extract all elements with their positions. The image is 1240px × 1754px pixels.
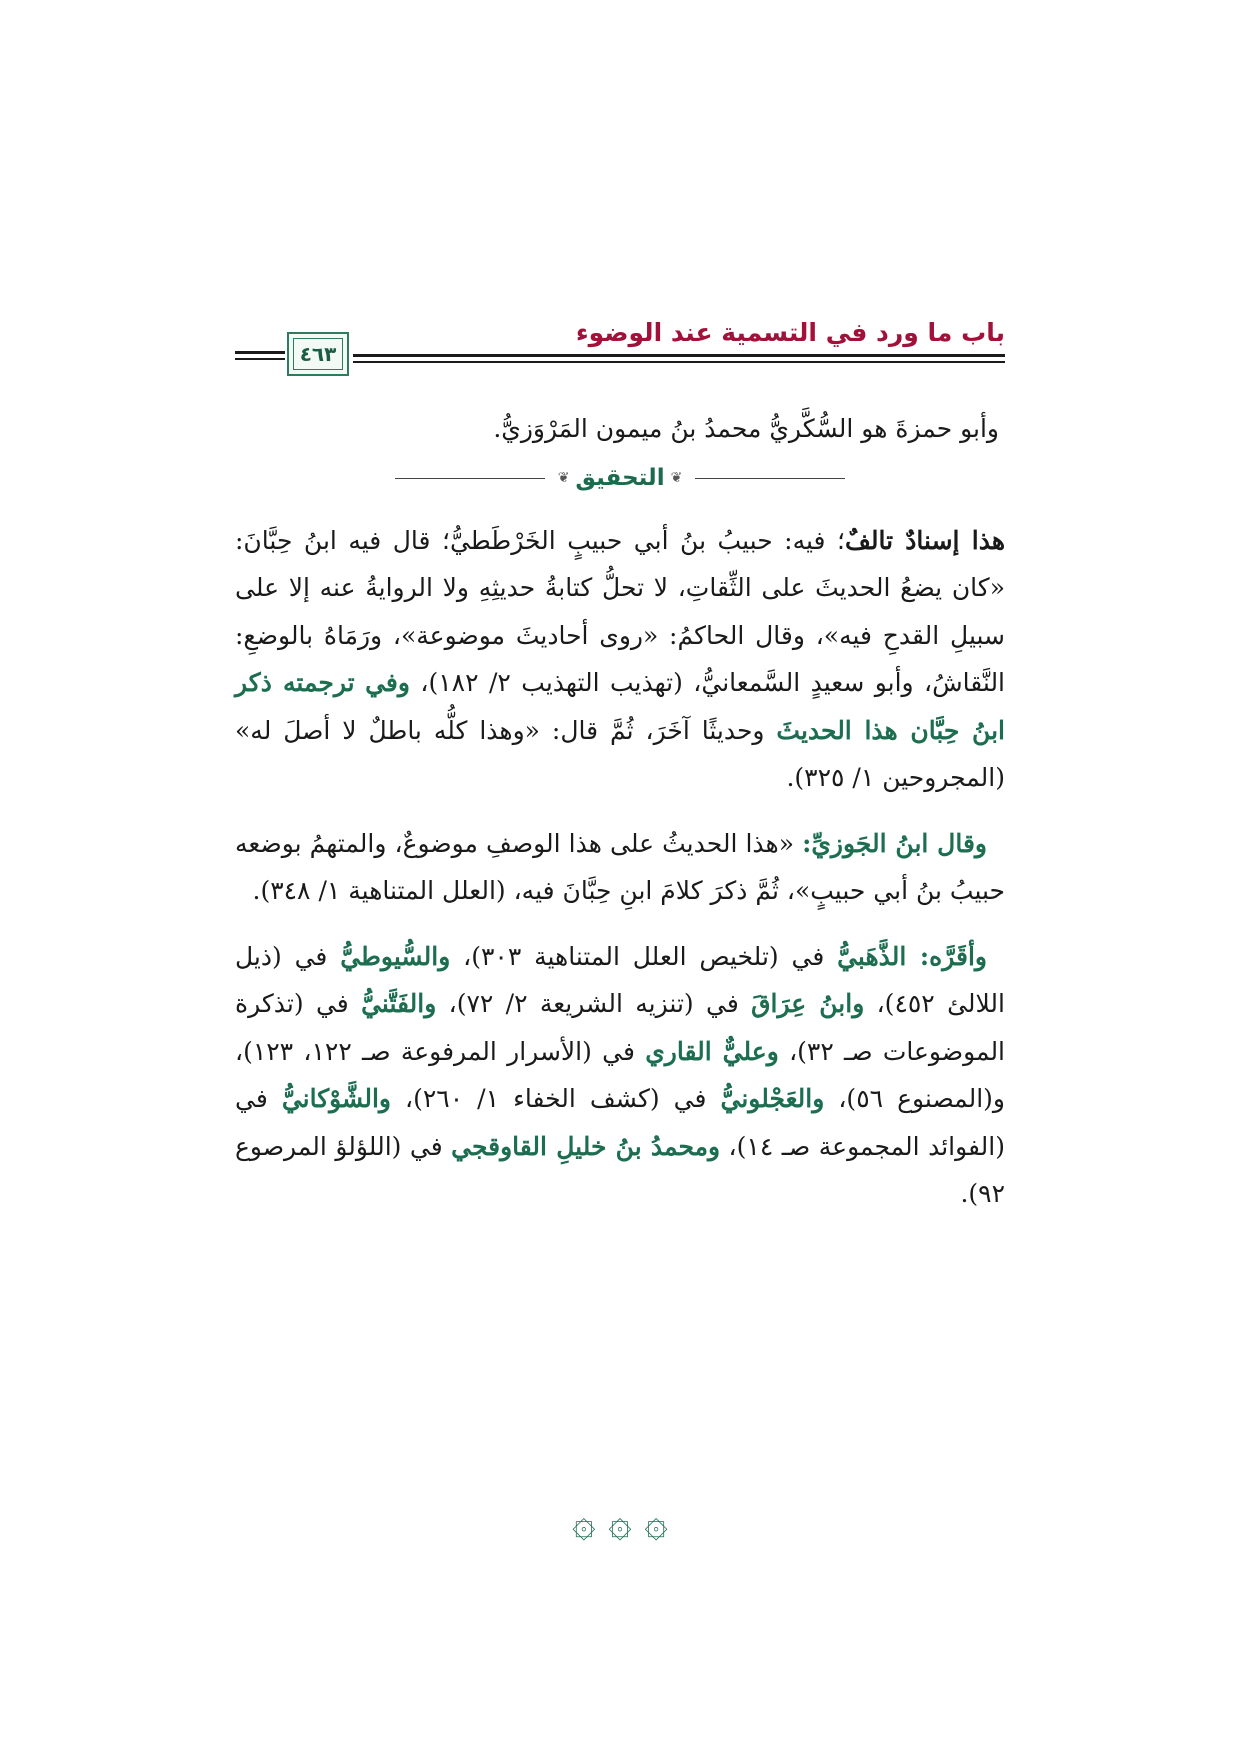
- header-rule-sub: [353, 361, 1005, 363]
- paragraph-isnad: [235, 517, 1005, 802]
- paragraph-ibn-jawzi: [235, 820, 1005, 915]
- intro-line: وأبو حمزةَ هو السُّكَّريُّ محمدُ بنُ ميمون المَرْوَزيُّ.: [493, 414, 999, 443]
- citation-text: في (تذكرة الموضوعات صـ ٣٢)،: [235, 989, 1006, 1066]
- heading-ornament-right-icon: ❦: [670, 469, 683, 486]
- ibn-jawzi-text: «هذا الحديثُ على هذا الوصفِ موضوعٌ، والمتهمُ بوضعه حبيبُ بنُ أبي حبيبٍ»، ثُمَّ ذكرَ كلامَ ابنِ حِبَّانَ فيه، (العلل المتناهية ١/ ٣٤٨).: [235, 828, 1005, 905]
- ibn-jawzi-lead: وقال ابنُ الجَوزيِّ:: [802, 828, 987, 858]
- heading-rule-left: [395, 478, 545, 480]
- header-rule-left-sub: [235, 358, 285, 360]
- citation-text: في (الأسرار المرفوعة صـ ١٢٢، ١٢٣)، و(المصنوع ٥٦)،: [235, 1036, 1005, 1113]
- scholar-name: والسُّيوطيُّ: [340, 941, 451, 971]
- isnad-text-2: وحديثًا آخَرَ، ثُمَّ قال: «وهذا كلُّه باطلٌ لا أصلَ له» (المجروحين ١/ ٣٢٥).: [235, 715, 1005, 792]
- heading-ornament-left-icon: ❦: [557, 469, 570, 486]
- paragraph-agreement: [235, 933, 1005, 1218]
- citation-text: في (الفوائد المجموعة صـ ١٤)،: [235, 1084, 1005, 1161]
- header-rule-left: [235, 351, 285, 354]
- ibn-hibban-note-a: وفي: [365, 668, 410, 697]
- citation-text: في (ذيل اللالئ ٤٥٢)،: [235, 941, 1005, 1018]
- scholar-name: والفَتَّنيُّ: [361, 989, 437, 1018]
- heading-rule-right: [695, 478, 845, 480]
- page-content: [235, 405, 1005, 1236]
- scholar-name: ومحمدُ بنُ خليلِ القاوقجي: [451, 1131, 721, 1161]
- end-ornament-icon: ۞ ۞ ۞: [572, 1500, 668, 1546]
- agreement-lead: وأقَرَّه: الذَّهَبيُّ: [837, 941, 987, 971]
- scholar-name: وعليٌّ القاري: [645, 1036, 779, 1066]
- citation-text: في (تنزيه الشريعة ٢/ ٧٢)،: [436, 989, 752, 1018]
- isnad-verdict: هذا إسنادٌ تالفٌ: [844, 525, 1006, 555]
- scholar-name: والعَجْلونيُّ: [720, 1084, 825, 1113]
- isnad-text-1: ؛ فيه: حبيبُ بنُ أبي حبيبٍ الخَرْطَطيُّ؛ قال فيه ابنُ حِبَّانَ: «كان يضعُ الحديثَ على الثِّقاتِ، لا تحلُّ كتابةُ حديثِهِ ولا الروايةُ عنه إلا على سبيلِ القدحِ فيه»، وقال الحاكمُ: «روى أحاديثَ موضوعة»، ورَمَاهُ بالوضعِ: النَّقاشُ، وأبو سعيدٍ السَّمعانيُّ، (تهذيب التهذيب ٢/ ١٨٢)،: [235, 525, 1006, 697]
- citation-text: في (اللؤلؤ المرصوع ٩٢).: [235, 1131, 1005, 1208]
- header-rule-main: [353, 354, 1005, 357]
- citation-text: في (كشف الخفاء ١/ ٢٦٠)،: [391, 1084, 721, 1113]
- page-number-frame: [287, 332, 349, 376]
- scholar-name: وابنُ عِرَاقَ: [751, 989, 865, 1018]
- chapter-title: باب ما ورد في التسمية عند الوضوء: [575, 318, 1005, 347]
- scholar-name: والشَّوْكانيُّ: [281, 1084, 391, 1113]
- page-header: [235, 318, 1005, 378]
- ibn-hibban-note-b: ترجمته ذكر ابنُ حِبَّان هذا الحديثَ: [235, 668, 1005, 745]
- section-title: التحقيق: [575, 464, 665, 491]
- page-number: ٤٦٣: [299, 342, 337, 366]
- section-heading: [235, 459, 1005, 499]
- citation-text: في (تلخيص العلل المتناهية ٣٠٣)،: [450, 941, 838, 971]
